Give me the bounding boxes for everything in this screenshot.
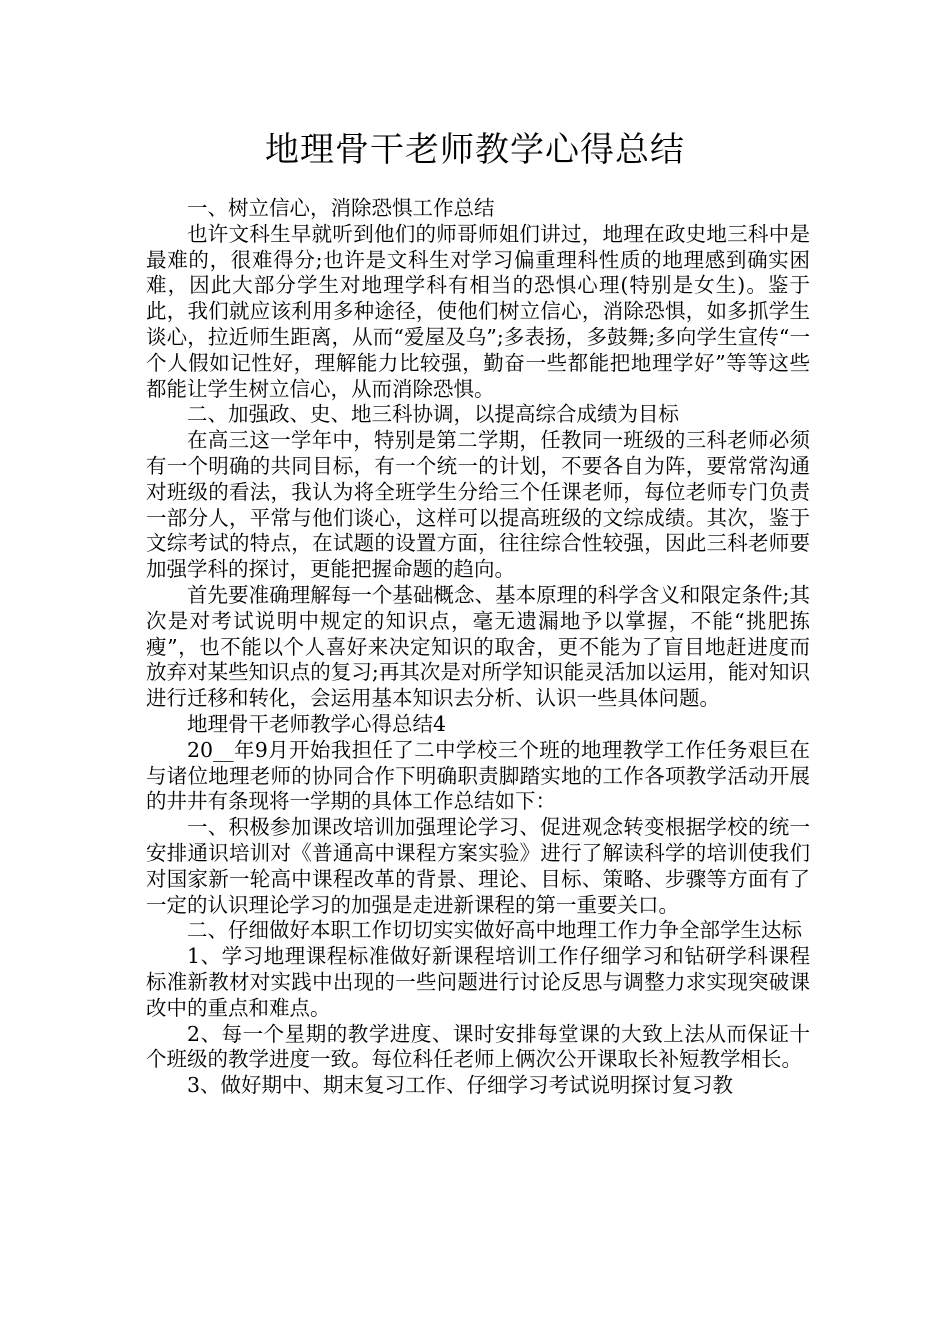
paragraph: 二、仔细做好本职工作切切实实做好高中地理工作力争全部学生达标	[187, 918, 802, 943]
paragraph: 在高三这一学年中，特别是第二学期，任教同一班级的三科老师必须有一个明确的共同目标，有一个统一的计划，不要各自为阵，要常常沟通对班级的看法，我认为将全班学生分给三个任课老师，每位老师专门负责一部分人，平常与他们谈心，这样可以提高班级的文综成绩。其次，鉴于文综考试的特点，在试题的设置方面，往往综合性较强，因此三科老师要加强学科的探讨，更能把握命题的趋向。	[146, 428, 810, 582]
section-heading: 地理骨干老师教学心得总结4	[187, 711, 447, 736]
paragraph-heading-2: 二、加强政、史、地三科协调，以提高综合成绩为目标	[187, 402, 679, 427]
document-title: 地理骨干老师教学心得总结	[265, 130, 685, 170]
paragraph: 首先要准确理解每一个基础概念、基本原理的科学含义和限定条件;其次是对考试说明中规定的知识点，毫无遗漏地予以掌握，不能“挑肥拣瘦”，也不能以个人喜好来决定知识的取舍，更不能为了盲目地赶进度而放弃对某些知识点的复习;再其次是对所学知识能灵活加以运用，能对知识进行迁移和转化，会运用基本知识去分析、认识一些具体问题。	[146, 582, 810, 711]
paragraph: 也许文科生早就听到他们的师哥师姐们讲过，地理在政史地三科中是最难的，很难得分;也许是文科生对学习偏重理科性质的地理感到确实困难，因此大部分学生对地理学科有相当的恐惧心理(特别是女生)。鉴于此，我们就应该利用多种途径，使他们树立信心，消除恐惧，如多抓学生谈心，拉近师生距离，从而“爱屋及乌”;多表扬，多鼓舞;多向学生宣传“一个人假如记性好，理解能力比较强，勤奋一些都能把地理学好”等等这些都能让学生树立信心，从而消除恐惧。	[146, 221, 810, 401]
paragraph: 一、积极参加课改培训加强理论学习、促进观念转变根据学校的统一安排通识培训对《普通高中课程方案实验》进行了解读科学的培训使我们对国家新一轮高中课程改革的背景、理论、目标、策略、步骤等方面有了一定的认识理论学习的加强是走进新课程的第一重要关口。	[146, 815, 810, 917]
paragraph: 20__年9月开始我担任了二中学校三个班的地理教学工作任务艰巨在与诸位地理老师的协同合作下明确职责脚踏实地的工作各项教学活动开展的井井有条现将一学期的具体工作总结如下：	[146, 737, 810, 814]
list-item: 2、每一个星期的教学进度、课时安排每堂课的大致上法从而保证十个班级的教学进度一致。每位科任老师上俩次公开课取长补短教学相长。	[146, 1021, 810, 1072]
list-item: 3、做好期中、期末复习工作、仔细学习考试说明探讨复习教	[187, 1073, 734, 1098]
paragraph-heading-1: 一、树立信心，消除恐惧工作总结	[187, 196, 495, 220]
document-body	[146, 196, 810, 1099]
list-item: 1、学习地理课程标准做好新课程培训工作仔细学习和钻研学科课程标准新教材对实践中出现的一些问题进行讨论反思与调整力求实现突破课改中的重点和难点。	[146, 944, 810, 1020]
